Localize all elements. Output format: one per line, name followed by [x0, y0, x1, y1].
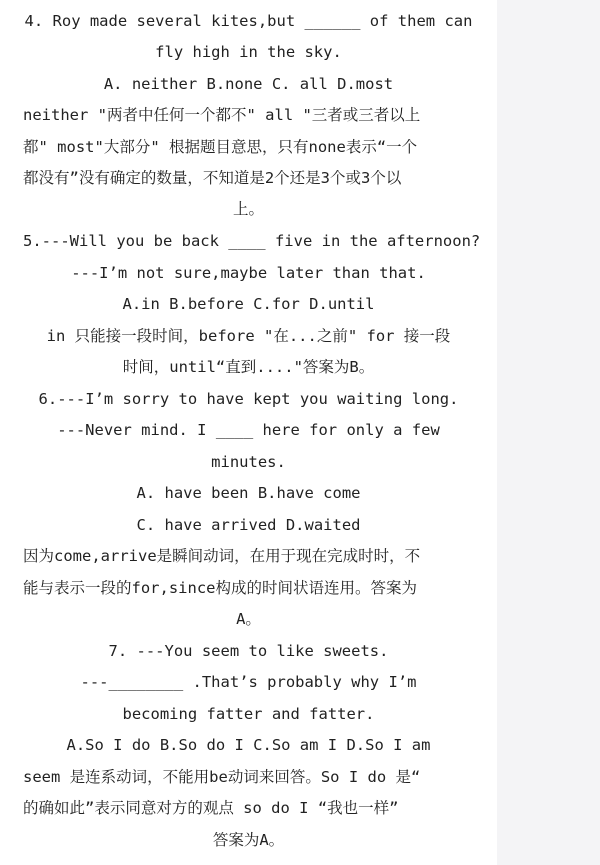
q6-explanation: 因为come,arrive是瞬间动词，在用于现在完成时时，不 [23, 547, 421, 565]
q7-explanation: 答案为A。 [212, 831, 285, 849]
q7-reply: ---________ .That’s probably why I’m [80, 673, 417, 691]
q7-reply-cont: becoming fatter and fatter. [122, 705, 375, 723]
q5-question: 5.---Will you be back ____ five in the afternoon? [23, 232, 481, 250]
q6-explanation: 能与表示一段的for,since构成的时间状语连用。答案为 [23, 579, 417, 597]
q4-question-cont: fly high in the sky. [155, 43, 342, 61]
q7-explanation: 的确如此”表示同意对方的观点 so do I “我也一样” [23, 799, 399, 817]
q6-explanation: A。 [236, 610, 261, 628]
q7-options: A.So I do B.So do I C.So am I D.So I am [66, 736, 431, 754]
q4-explanation: neither "两者中任何一个都不" all "三者或三者以上 [23, 106, 421, 124]
q6-question: 6.---I’m sorry to have kept you waiting long. [38, 390, 459, 408]
q6-reply: ---Never mind. I ____ here for only a few [57, 421, 440, 439]
q4-explanation: 上。 [232, 200, 264, 218]
q6-options: A. have been B.have come [136, 484, 361, 502]
q4-explanation: 都没有”没有确定的数量，不知道是2个还是3个或3个以 [23, 169, 402, 187]
q4-options: A. neither B.none C. all D.most [103, 75, 394, 93]
q4-question: 4. Roy made several kites,but ______ of them can [24, 12, 473, 30]
q6-options: C. have arrived D.waited [136, 516, 361, 534]
q5-reply: ---I’m not sure,maybe later than that. [71, 264, 426, 282]
q5-options: A.in B.before C.for D.until [122, 295, 375, 313]
q4-explanation: 都" most"大部分" 根据题目意思，只有none表示“一个 [23, 138, 418, 156]
q7-question: 7. ---You seem to like sweets. [108, 642, 389, 660]
q5-explanation: in 只能接一段时间，before "在...之前" for 接一段 [46, 327, 451, 345]
q5-explanation: 时间，until“直到...."答案为B。 [122, 358, 375, 376]
q6-reply-cont: minutes. [211, 453, 286, 471]
q7-explanation: seem 是连系动词，不能用be动词来回答。So I do 是“ [23, 768, 421, 786]
